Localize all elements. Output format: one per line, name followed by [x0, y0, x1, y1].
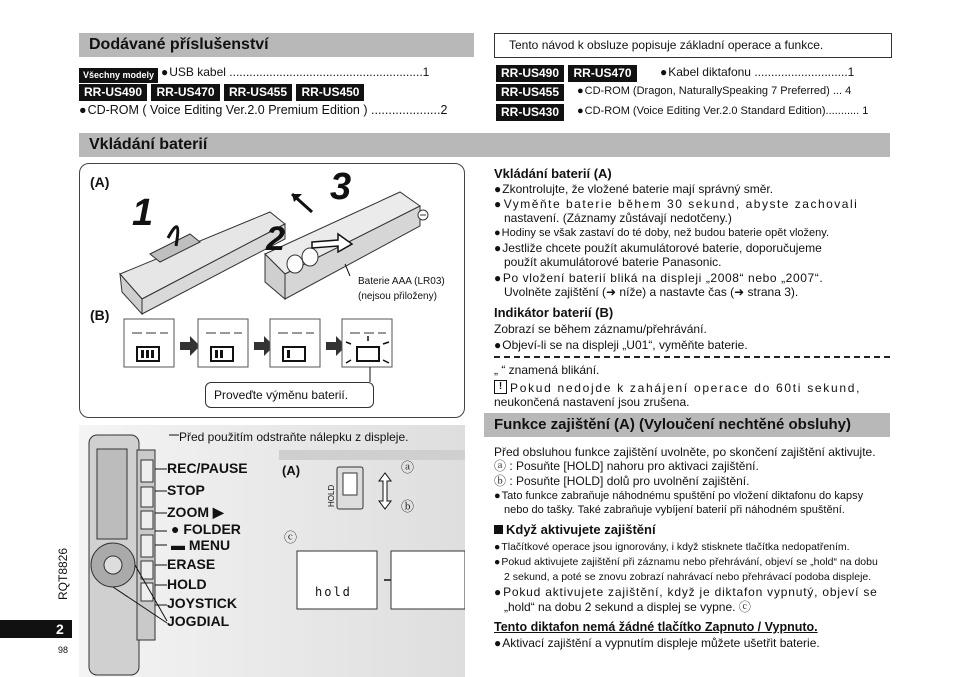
right-item-2-text: CD-ROM (Dragon, NaturallySpeaking 7 Preferred) ... 4	[584, 85, 852, 97]
battery-heading-text: Vkládání baterií	[89, 136, 208, 153]
a-line	[494, 182, 773, 197]
bullet-icon	[494, 271, 503, 285]
cdrom-item	[79, 103, 447, 118]
hold-heading-text: Funkce zajištění (A) (Vyloučení nechtěné obsluhy)	[494, 416, 852, 433]
a-line-text: Po vložení baterií bliká na displeji „2008“ nebo „2007“.	[502, 271, 824, 285]
bullet-icon	[494, 182, 502, 196]
hold-line: nebo do tašky. Také zabraňuje vybíjení baterií při náhodném spuštění.	[504, 504, 845, 516]
hold-line: ⓐ : Posuňte [HOLD] nahoru pro aktivaci zajištění.	[494, 459, 759, 473]
zoom-label: ZOOM ▶	[167, 504, 224, 520]
model-tag: RR-US490	[79, 84, 147, 101]
right-tags-1	[496, 64, 637, 82]
hold-sub-line-text: Tlačítkové operace jsou ignorovány, i když stisknete tlačítka nedopatřením.	[501, 541, 850, 553]
cdrom-item-text: CD-ROM ( Voice Editing Ver.2.0 Premium Edition ) ....................2	[87, 103, 448, 117]
bullet-icon	[494, 241, 502, 255]
model-tag: RR-US470	[568, 65, 636, 82]
blink-note: „ “ znamená blikání.	[494, 363, 600, 377]
right-item-2	[577, 84, 851, 99]
battery-indicator-row	[124, 319, 392, 382]
bullet-icon	[161, 65, 169, 79]
page-number-small: 98	[58, 645, 69, 655]
fig-b-label: (B)	[90, 307, 110, 323]
insert-batteries-title: Vkládání baterií (A)	[494, 166, 612, 181]
hold-sub-line: 2 sekund, a poté se znovu zobrazí nahrávací nebo přehrávací podoba displeje.	[504, 571, 872, 583]
a-line-text: Hodiny se však zastaví do té doby, než budou baterie opět vloženy.	[501, 227, 830, 239]
replace-callout-text: Proveďte výměnu baterií.	[214, 388, 349, 402]
device-fig-a: (A)	[282, 463, 301, 478]
a-line	[494, 226, 829, 241]
battery-indicator-title: Indikátor baterií (B)	[494, 305, 614, 320]
bullet-icon	[494, 227, 502, 239]
a-line	[494, 271, 823, 286]
bullet-icon	[494, 197, 504, 211]
hold-sub-title-text: Když aktivujete zajištění	[506, 522, 656, 537]
hold-heading	[484, 413, 890, 437]
step-2: 2	[266, 220, 285, 258]
menu-label: ▬ MENU	[171, 537, 231, 553]
hold-sub-line	[494, 555, 878, 570]
model-tag: RR-US450	[296, 84, 364, 101]
hold-line: Před obsluhou funkce zajištění uvolněte, po skončení zajištění aktivujte.	[494, 445, 876, 459]
model-tag: RR-US490	[496, 65, 564, 82]
warning-icon-text: !	[498, 381, 503, 392]
joystick-label: JOYSTICK	[167, 595, 238, 611]
a-line-text: Jestliže chcete použít akumulátorové baterie, doporučujeme	[502, 241, 822, 255]
erase-label: ERASE	[167, 556, 216, 572]
hold-sub-line	[494, 540, 850, 555]
folder-label: ● FOLDER	[171, 521, 241, 537]
hold-line: ⓑ : Posuňte [HOLD] dolů pro uvolnění zajištění.	[494, 474, 750, 488]
hold-sub-line	[494, 585, 878, 600]
bullet-icon	[79, 103, 88, 117]
hold-sub-title	[494, 522, 656, 537]
bullet-icon	[494, 490, 502, 502]
accessories-heading	[79, 33, 474, 57]
a-line	[494, 241, 822, 256]
bullet-icon	[660, 65, 668, 79]
fig-a-label: (A)	[90, 174, 110, 190]
dashed-divider	[494, 356, 890, 358]
hold-label: HOLD	[167, 576, 207, 592]
warning-icon	[494, 380, 507, 394]
model-tag: RR-US470	[151, 84, 219, 101]
a-line: použít akumulátorové baterie Panasonic.	[504, 255, 722, 269]
right-item-3-text: CD-ROM (Voice Editing Ver.2.0 Standard Edition)........... 1	[584, 105, 869, 117]
manual-note: Tento návod k obsluze popisuje základní operace a funkce.	[509, 38, 824, 52]
bullet-icon	[494, 636, 502, 650]
a-line-text: Vyměňte baterie během 30 sekund, abyste zachovali	[503, 197, 859, 211]
replace-callout	[205, 382, 374, 408]
battery-type-label-2: (nejsou přiloženy)	[358, 291, 437, 302]
a-line: nastavení. (Záznamy zůstávají nedotčeny.)	[504, 211, 732, 225]
device-panel	[79, 425, 465, 677]
model-tag: RR-US430	[496, 104, 564, 121]
right-item-1-text: Kabel diktafonu ............................1	[668, 65, 855, 79]
rec-pause-label: REC/PAUSE	[167, 460, 248, 476]
hold-display-text: hold	[315, 585, 352, 599]
manual-note-box	[494, 33, 892, 58]
hold-sub-line-text: Pokud aktivujete zajištění při záznamu nebo přehrávání, objeví se „hold“ na dobu	[501, 556, 878, 568]
hold-sub-line: „hold“ na dobu 2 sekund a displej se vypne. ⓒ	[504, 600, 751, 614]
a-line: Uvolněte zajištění (➜ níže) a nastavte čas (➜ strana 3).	[504, 285, 799, 299]
model-tag: RR-US455	[496, 84, 564, 101]
a-line-text: Zkontrolujte, že vložené baterie mají správný směr.	[502, 182, 774, 196]
right-tag-3	[496, 103, 564, 121]
page-number: 2	[56, 621, 64, 637]
all-models-row	[79, 65, 158, 83]
usb-item-text: USB kabel ..........................................................1	[169, 65, 430, 79]
right-item-3	[577, 104, 868, 119]
doc-code: RQT8826	[56, 547, 70, 600]
no-power-line-text: Aktivací zajištění a vypnutím displeje můžete ušetřit baterie.	[502, 636, 820, 650]
mark-a: ⓐ	[401, 460, 415, 475]
square-icon	[494, 525, 503, 534]
bullet-icon	[494, 338, 502, 352]
accessories-heading-text: Dodávané příslušenství	[89, 36, 269, 53]
mark-b: ⓑ	[401, 499, 415, 514]
updown-arrow-icon	[379, 473, 391, 509]
stop-label: STOP	[167, 482, 205, 498]
battery-type-label: Baterie AAA (LR03)	[358, 276, 445, 287]
hold-switch-label: HOLD	[327, 484, 336, 507]
b-line-text: Objeví-li se na displeji „U01“, vyměňte baterie.	[502, 338, 748, 352]
mark-c: ⓒ	[284, 530, 298, 545]
no-power-title: Tento diktafon nemá žádné tlačítko Zapnuto / Vypnuto.	[494, 620, 818, 634]
b-line	[494, 338, 748, 353]
right-tag-2	[496, 83, 564, 101]
page-number-box	[0, 620, 72, 638]
jogdial-label: JOGDIAL	[167, 613, 230, 629]
bullet-icon	[577, 85, 585, 97]
step-1: 1	[132, 192, 154, 234]
b-line: Zobrazí se během záznamu/přehrávání.	[494, 322, 707, 336]
step-3: 3	[330, 166, 352, 208]
hold-line-text: Tato funkce zabraňuje náhodnému spuštění po vložení diktafonu do kapsy	[501, 490, 864, 502]
no-power-line	[494, 636, 820, 651]
all-models-tag: Všechny modely	[79, 68, 158, 83]
right-item-1	[660, 65, 854, 80]
battery-figure	[79, 163, 465, 418]
bullet-icon	[494, 585, 503, 599]
model-tag: RR-US455	[224, 84, 292, 101]
usb-item	[161, 65, 429, 80]
remove-sticker-note: Před použitím odstraňte nálepku z displeje.	[179, 430, 409, 444]
warn-line: neukončená nastavení jsou zrušena.	[494, 395, 690, 409]
hold-line	[494, 489, 863, 504]
hold-sub-line-text: Pokud aktivujete zajištění, když je diktafon vypnutý, objeví se	[503, 585, 878, 599]
warn-line: Pokud nedojde k zahájení operace do 60ti sekund,	[510, 381, 862, 395]
a-line	[494, 197, 858, 212]
models-row	[79, 83, 364, 101]
battery-heading	[79, 133, 890, 157]
bullet-icon	[577, 105, 585, 117]
